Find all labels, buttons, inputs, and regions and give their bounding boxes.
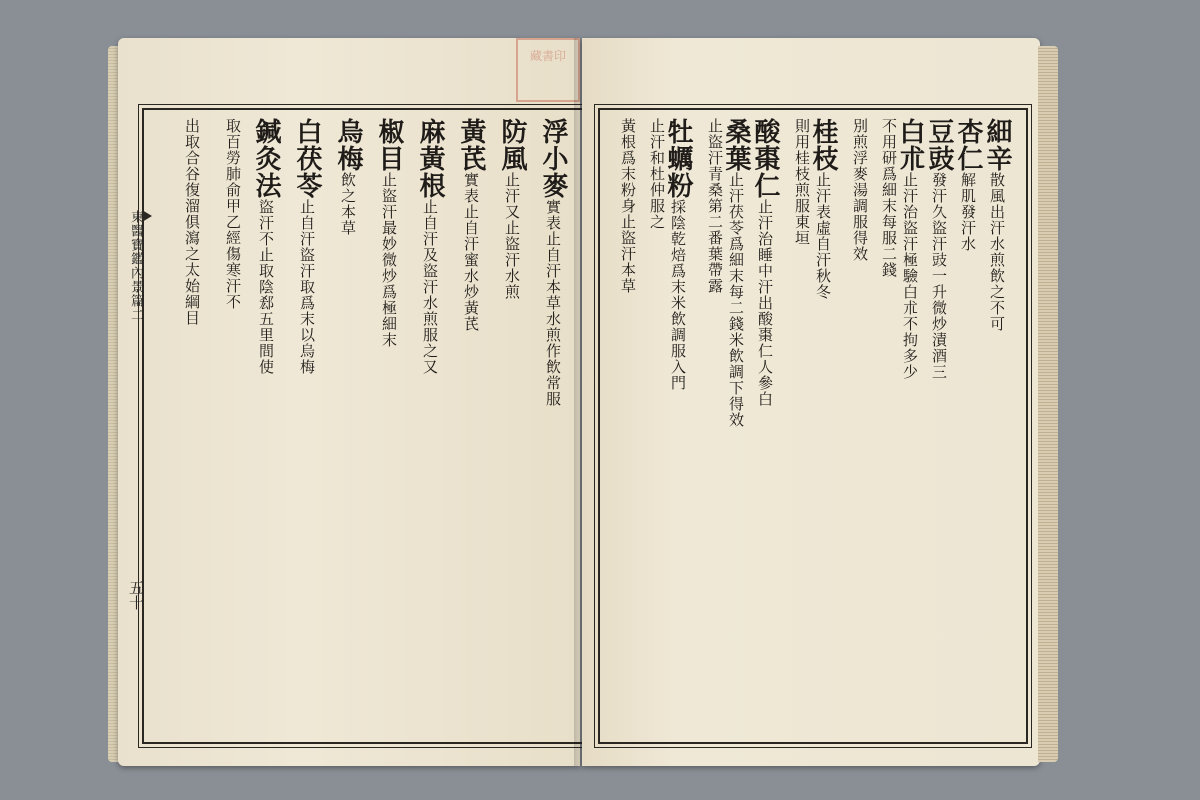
entry-heading: 黃芪 [456,118,486,172]
entry-heading: 麻黃根 [415,118,445,199]
entry-text: 止汗又止盜汗水煎 [503,172,521,300]
left-page [118,38,580,766]
open-book [108,28,1064,778]
entry-text: 取百勞肺俞甲乙經傷寒汗不 [224,118,242,310]
left-text-frame [127,108,586,744]
entry-text: 黃根爲末粉身止盜汗本草 [619,118,637,294]
entry-text: 發汗久盜汗豉一升微炒漬酒三 [930,172,948,380]
entry-heading: 烏梅 [333,118,363,172]
entry-text: 盜汗不止取陰郄五里間使 [257,199,275,375]
text-column [289,118,326,375]
entry-text: 實表止自汗本草水煎作飲常服 [544,199,562,407]
entry-text: 散風出汗水煎飲之不可 [988,172,1006,332]
library-seal: 藏書印 [516,38,580,102]
text-column [330,118,367,236]
entry-text: 止汗治睡中汗出酸棗仁人參白 [756,199,774,407]
entry-heading: 牡蠣粉 [663,118,693,199]
entry-text: 採陰乾焙爲末米飲調服入門 [669,199,687,391]
entry-heading: 杏仁 [953,118,983,172]
text-column [850,118,871,262]
text-column [535,118,572,407]
entry-heading: 椒目 [374,118,404,172]
spine-title: 東醫寶鑑內景篇二 [128,210,143,322]
entry-heading: 浮小麥 [538,118,568,199]
entry-text: 止自汗盜汗取爲末以烏梅 [298,199,316,375]
text-column [494,118,531,300]
entry-heading: 豆豉 [924,118,954,172]
entry-text: 實表止自汗蜜水炒黃芪 [462,172,480,332]
entry-heading: 桂枝 [808,118,838,172]
entry-heading: 防風 [497,118,527,172]
text-column [618,118,639,294]
text-column [182,118,203,326]
entry-heading: 鍼灸法 [251,118,281,199]
entry-text: 止自汗及盜汗水煎服之又 [421,199,439,375]
text-column [647,118,668,230]
entry-heading: 桑葉 [721,118,751,172]
entry-text: 止汗和杜仲服之 [648,118,666,230]
entry-text: 解肌發汗水 [959,172,977,252]
entry-text: 飲之本草 [339,172,357,236]
text-column [453,118,490,332]
right-text-frame [598,108,1028,744]
entry-text: 止盜汗最妙微炒爲極細末 [380,172,398,348]
entry-text: 止汗茯苓爲細末每二錢米飲調下得效 [727,172,745,428]
text-column [705,118,726,294]
entry-heading: 細辛 [982,118,1012,172]
entry-text: 止汗治盜汗極驗白朮不拘多少 [901,172,919,380]
folio-number: 五十 [127,580,145,610]
text-column [223,118,244,310]
right-page [582,38,1040,766]
entry-text: 出取合谷復溜俱瀉之太始綱目 [183,118,201,326]
entry-text: 不用研爲細末每服二錢 [880,118,898,278]
text-column [371,118,408,348]
entry-text: 止汗表虛自汗秋冬 [814,172,832,300]
book-edge-right [1038,46,1058,762]
text-column [879,118,900,278]
entry-text: 則用桂枝煎服東垣 [793,118,811,246]
entry-text: 止盜汗青桑第二番葉帶露 [706,118,724,294]
entry-text: 別煎浮麥湯調服得效 [851,118,869,262]
fish-tail-mark [142,210,152,222]
text-column [792,118,813,246]
entry-heading: 酸棗仁 [750,118,780,199]
text-column [248,118,285,375]
text-column [412,118,449,375]
entry-heading: 白茯苓 [292,118,322,199]
entry-heading: 白朮 [895,118,925,172]
